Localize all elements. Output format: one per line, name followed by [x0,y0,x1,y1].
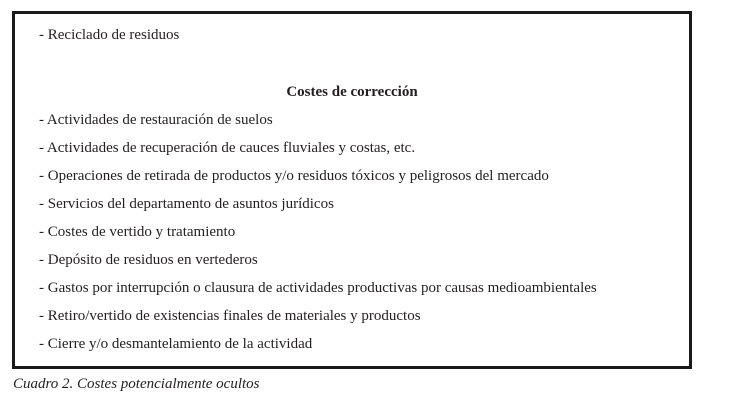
table-caption: Cuadro 2. Costes potencialmente ocultos [13,376,260,392]
list-item: - Costes de vertido y tratamiento [39,224,236,240]
list-item: - Retiro/vertido de existencias finales de materiales y productos [39,308,421,324]
list-item: - Operaciones de retirada de productos y/o residuos tóxicos y peligrosos del mercado [39,168,549,184]
costs-table-box [12,11,692,369]
list-item: - Depósito de residuos en vertederos [39,252,258,268]
list-item: - Cierre y/o desmantelamiento de la actividad [39,336,313,352]
list-item-recycling: - Reciclado de residuos [39,27,180,43]
list-item: - Actividades de recuperación de cauces fluviales y costas, etc. [39,140,416,156]
section-heading: Costes de corrección [286,84,418,100]
list-item: - Servicios del departamento de asuntos jurídicos [39,196,334,212]
list-item: - Gastos por interrupción o clausura de actividades productivas por causas medioambientales [39,280,597,296]
list-item: - Actividades de restauración de suelos [39,112,273,128]
